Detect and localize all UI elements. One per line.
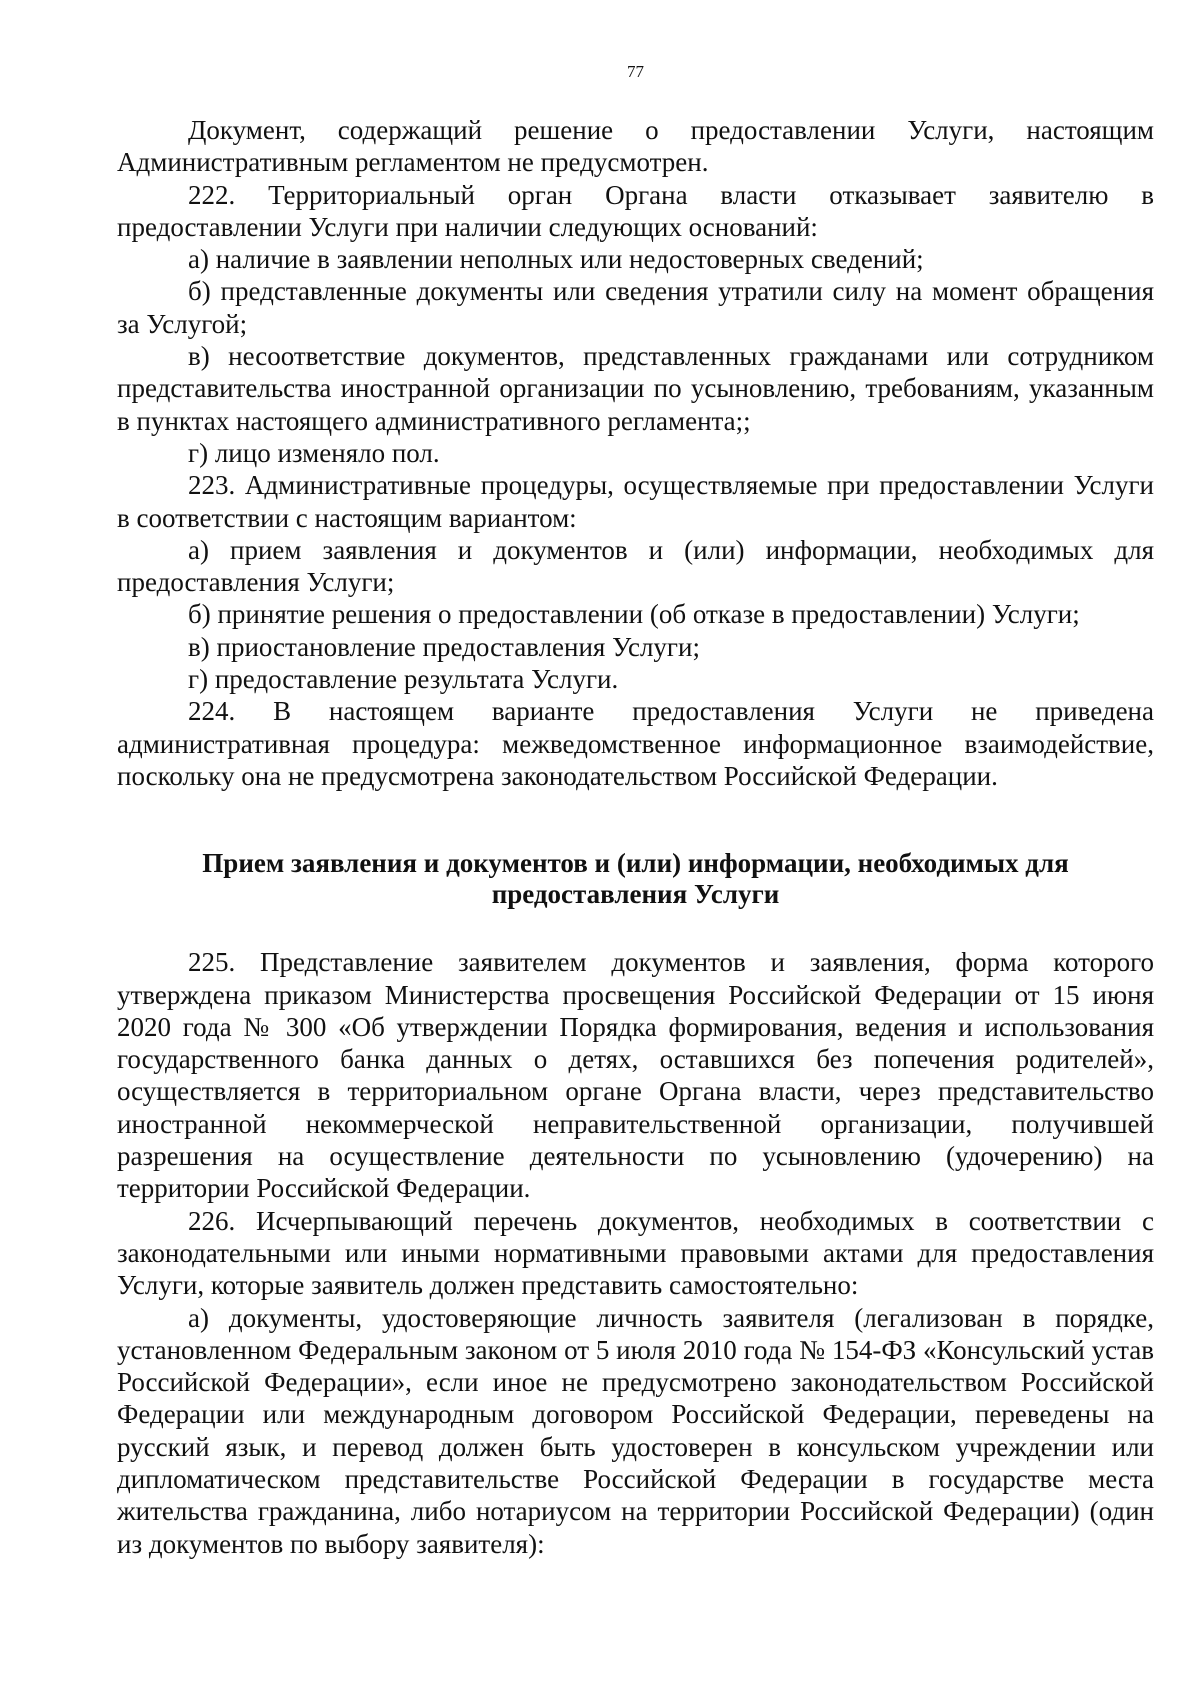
paragraph-225-submission: 225. Представление заявителем документов и заявления, форма которого утверждена приказом Министерства просвещения Российской Федерации от 15 июня 2020 года № 300 «Об утверждении Порядка формирования, ведения и использования государственного банка данных о детях, оставшихся без попечения родителей», осуществляется в территориальном органе Органа власти, через представительство иностранной некоммерческой неправительственной организации, получившей разрешения на осуществление деятельности по усыновлению (удочерению) на территории Российской Федерации. [117,947,1154,1204]
list-item-222-a: а) наличие в заявлении неполных или недостоверных сведений; [188,244,924,275]
page-number: 77 [627,62,644,81]
list-item-223-v: в) приостановление предоставления Услуги; [188,631,700,662]
section-heading [117,848,1154,910]
list-item-226-a: а) документы, удостоверяющие личность заявителя (легализован в порядке, установленном Федеральным законом от 5 июля 2010 года № 154-ФЗ «Консульский устав Российской Федерации», если иное не предусмотрено законодательством Российской Федерации или международным договором Российской Федерации, переведены на русский язык, и перевод должен быть удостоверен в консульском учреждении или дипломатическом представительстве Российской Федерации в государстве места жительства гражданина, либо нотариусом на территории Российской Федерации) (один из документов по выбору заявителя): [117,1302,1154,1559]
paragraph-222-refusal-grounds: 222. Территориальный орган Органа власти отказывает заявителю в предоставлении Услуги при наличии следующих оснований: [117,179,1154,242]
list-item-222-b: б) представленные документы или сведения утратили силу на момент обращения за Услугой; [117,276,1154,339]
document-page [117,62,1154,1560]
list-item-222-g: г) лицо изменяло пол. [188,437,440,468]
paragraph-223-procedures: 223. Административные процедуры, осуществляемые при предоставлении Услуги в соответствии с настоящим вариантом: [117,470,1154,533]
list-item-223-g: г) предоставление результата Услуги. [188,664,619,695]
list-item-223-a: а) прием заявления и документов и (или) информации, необходимых для предоставления Услуги; [117,534,1154,598]
section-heading-line-1: Прием заявления и документов и (или) информации, необходимых для [202,848,1069,879]
paragraph-224-interagency: 224. В настоящем варианте предоставления Услуги не приведена административная процедура: межведомственное информационное взаимодействие, поскольку она не предусмотрена законодательством Российской Федерации. [117,696,1154,791]
section-heading-line-2: предоставления Услуги [491,879,780,910]
list-item-223-b: б) принятие решения о предоставлении (об отказе в предоставлении) Услуги; [188,599,1080,630]
paragraph-226-document-list: 226. Исчерпывающий перечень документов, необходимых в соответствии с законодательными или иными нормативными правовыми актами для предоставления Услуги, которые заявитель должен представить самостоятельно: [117,1205,1154,1301]
list-item-222-v: в) несоответствие документов, представленных гражданами или сотрудником представительства иностранной организации по усыновлению, требованиям, указанным в пунктах настоящего административного регламента;; [117,341,1154,436]
paragraph-document-not-provided: Документ, содержащий решение о предоставлении Услуги, настоящим Административным регламентом не предусмотрен. [117,115,1154,178]
